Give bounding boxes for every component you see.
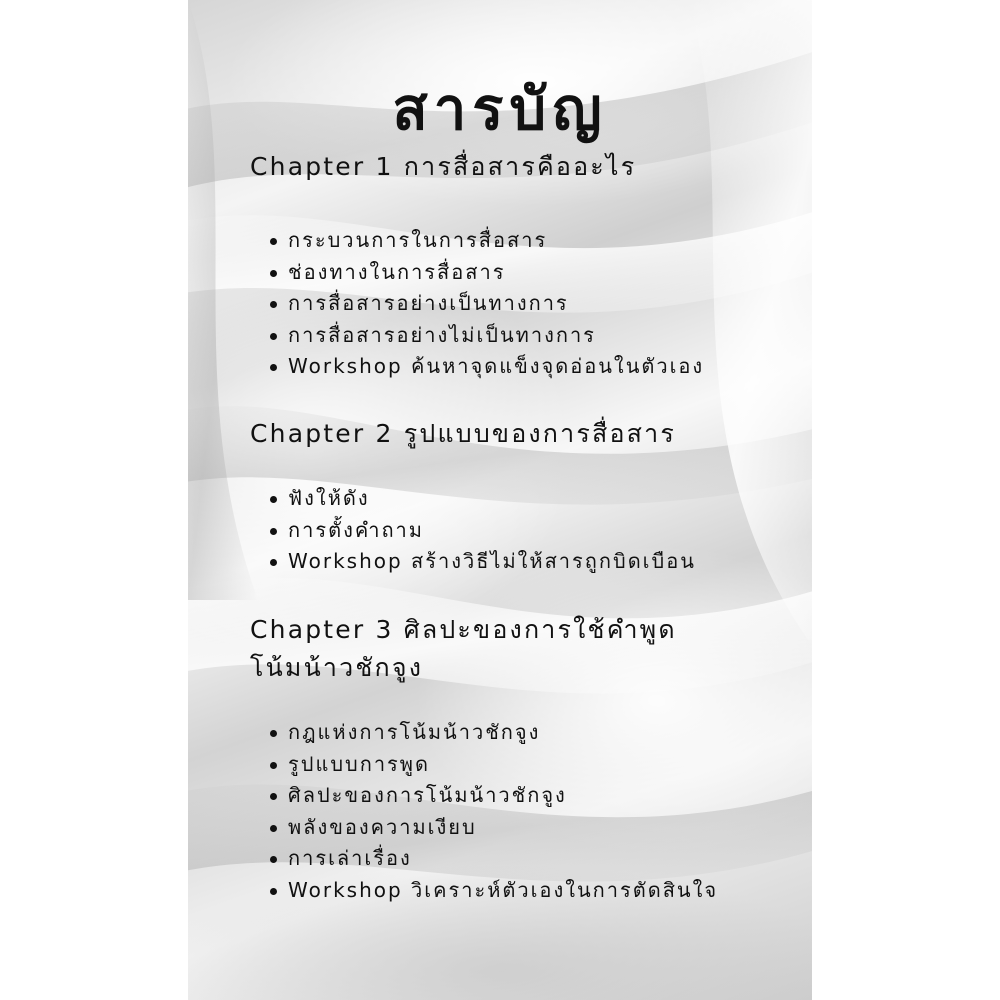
chapter-1-heading: Chapter 1 การสื่อสารคืออะไร: [250, 152, 637, 181]
chapter-3-heading-line-2: โน้มน้าวชักจูง: [250, 653, 424, 682]
bullet-icon: [270, 559, 277, 566]
bullet-icon: [270, 888, 277, 895]
list-item: [268, 717, 808, 749]
list-item: [268, 812, 808, 844]
bullet-icon: [270, 238, 277, 245]
list-item-label: Workshop สร้างวิธีไม่ให้สารถูกบิดเบือน: [288, 549, 696, 573]
list-item-label: การสื่อสารอย่างไม่เป็นทางการ: [288, 322, 596, 347]
page-title: สารบัญ: [392, 75, 608, 143]
list-item: [268, 546, 808, 578]
bullet-icon: [270, 364, 277, 371]
bullet-icon: [270, 333, 277, 340]
chapter-3-heading-line-1: Chapter 3 ศิลปะของการใช้คำพูด: [250, 615, 677, 644]
list-item-label: ช่องทางในการสื่อสาร: [288, 259, 506, 284]
list-item-label: ฟังให้ดัง: [288, 486, 370, 510]
list-item-label: การสื่อสารอย่างเป็นทางการ: [288, 291, 569, 315]
bullet-icon: [270, 793, 277, 800]
bullet-icon: [270, 825, 277, 832]
list-item-label: กฎแห่งการโน้มน้าวชักจูง: [288, 720, 541, 744]
bullet-icon: [270, 270, 277, 277]
list-item: [268, 257, 808, 289]
list-item: [268, 780, 808, 812]
bullet-icon: [270, 856, 277, 863]
list-item-label: Workshop ค้นหาจุดแข็งจุดอ่อนในตัวเอง: [288, 354, 705, 378]
list-item-label: Workshop วิเคราะห์ตัวเองในการตัดสินใจ: [288, 877, 719, 902]
list-item-label: กระบวนการในการสื่อสาร: [288, 228, 548, 252]
bullet-icon: [270, 528, 277, 535]
bullet-icon: [270, 762, 277, 769]
list-item: [268, 875, 808, 907]
list-item: [268, 843, 808, 875]
bullet-icon: [270, 730, 277, 737]
chapter-2-list: [268, 483, 808, 578]
list-item: [268, 515, 808, 547]
bullet-icon: [270, 496, 277, 503]
list-item: [268, 288, 808, 320]
list-item-label: การเล่าเรื่อง: [288, 846, 412, 870]
chapter-3-list: [268, 717, 808, 906]
list-item: [268, 320, 808, 352]
chapter-1-list: [268, 225, 808, 383]
bullet-icon: [270, 301, 277, 308]
list-item: [268, 483, 808, 515]
chapter-3-heading: [250, 611, 770, 687]
list-item: [268, 351, 808, 383]
chapter-2-heading: Chapter 2 รูปแบบของการสื่อสาร: [250, 419, 677, 448]
list-item-label: ศิลปะของการโน้มน้าวชักจูง: [288, 783, 567, 807]
list-item-label: รูปแบบการพูด: [288, 751, 430, 776]
list-item: [268, 225, 808, 257]
list-item: [268, 749, 808, 781]
list-item-label: การตั้งคำถาม: [288, 517, 424, 542]
list-item-label: พลังของความเงียบ: [288, 814, 477, 839]
toc-page: [188, 0, 812, 1000]
